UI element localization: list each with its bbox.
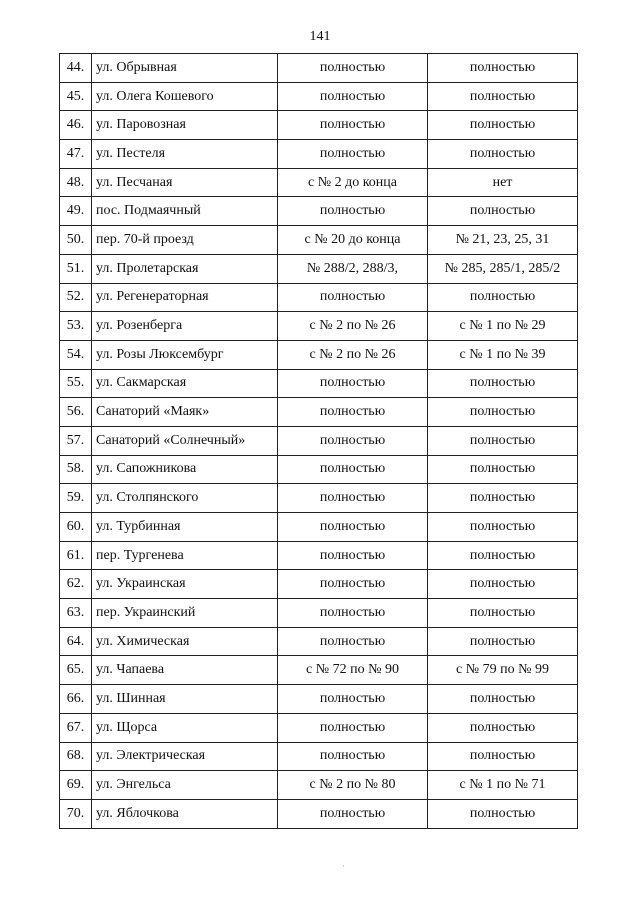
row-number-cell: 54.: [60, 340, 92, 369]
odd-houses-cell: полностью: [428, 570, 578, 599]
street-name-cell: ул. Химическая: [92, 627, 278, 656]
row-number-cell: 66.: [60, 685, 92, 714]
row-number-cell: 53.: [60, 312, 92, 341]
street-name-cell: ул. Олега Кошевого: [92, 82, 278, 111]
even-houses-cell: полностью: [278, 283, 428, 312]
table-row: [60, 54, 578, 83]
even-houses-cell: полностью: [278, 627, 428, 656]
table-row: [60, 426, 578, 455]
row-number-cell: 60.: [60, 513, 92, 542]
odd-houses-cell: полностью: [428, 140, 578, 169]
table-row: [60, 254, 578, 283]
street-name-cell: пер. Украинский: [92, 599, 278, 628]
odd-houses-cell: полностью: [428, 398, 578, 427]
street-name-cell: ул. Розенберга: [92, 312, 278, 341]
table-row: [60, 82, 578, 111]
row-number-cell: 63.: [60, 599, 92, 628]
even-houses-cell: полностью: [278, 513, 428, 542]
table-row: [60, 799, 578, 828]
street-name-cell: пос. Подмаячный: [92, 197, 278, 226]
street-name-cell: ул. Украинская: [92, 570, 278, 599]
even-houses-cell: полностью: [278, 82, 428, 111]
odd-houses-cell: № 21, 23, 25, 31: [428, 226, 578, 255]
odd-houses-cell: полностью: [428, 54, 578, 83]
even-houses-cell: полностью: [278, 541, 428, 570]
odd-houses-cell: полностью: [428, 455, 578, 484]
street-name-cell: ул. Щорса: [92, 713, 278, 742]
odd-houses-cell: с № 79 по № 99: [428, 656, 578, 685]
even-houses-cell: полностью: [278, 570, 428, 599]
even-houses-cell: с № 20 до конца: [278, 226, 428, 255]
odd-houses-cell: с № 1 по № 71: [428, 771, 578, 800]
odd-houses-cell: полностью: [428, 541, 578, 570]
street-name-cell: ул. Сапожникова: [92, 455, 278, 484]
street-name-cell: ул. Розы Люксембург: [92, 340, 278, 369]
street-name-cell: ул. Столпянского: [92, 484, 278, 513]
table-row: [60, 369, 578, 398]
even-houses-cell: полностью: [278, 455, 428, 484]
even-houses-cell: полностью: [278, 685, 428, 714]
footer-mark: ·: [342, 861, 346, 871]
row-number-cell: 47.: [60, 140, 92, 169]
row-number-cell: 58.: [60, 455, 92, 484]
even-houses-cell: с № 2 по № 80: [278, 771, 428, 800]
even-houses-cell: полностью: [278, 426, 428, 455]
table-row: [60, 541, 578, 570]
even-houses-cell: полностью: [278, 398, 428, 427]
street-name-cell: ул. Шинная: [92, 685, 278, 714]
row-number-cell: 51.: [60, 254, 92, 283]
street-name-cell: пер. 70-й проезд: [92, 226, 278, 255]
row-number-cell: 56.: [60, 398, 92, 427]
street-name-cell: ул. Песчаная: [92, 168, 278, 197]
odd-houses-cell: полностью: [428, 599, 578, 628]
street-name-cell: Санаторий «Солнечный»: [92, 426, 278, 455]
street-name-cell: ул. Электрическая: [92, 742, 278, 771]
odd-houses-cell: полностью: [428, 799, 578, 828]
row-number-cell: 50.: [60, 226, 92, 255]
street-name-cell: ул. Обрывная: [92, 54, 278, 83]
table-row: [60, 111, 578, 140]
row-number-cell: 44.: [60, 54, 92, 83]
table-row: [60, 484, 578, 513]
table-row: [60, 312, 578, 341]
odd-houses-cell: с № 1 по № 29: [428, 312, 578, 341]
even-houses-cell: полностью: [278, 197, 428, 226]
row-number-cell: 59.: [60, 484, 92, 513]
street-name-cell: ул. Чапаева: [92, 656, 278, 685]
table-row: [60, 340, 578, 369]
even-houses-cell: с № 2 до конца: [278, 168, 428, 197]
table-row: [60, 398, 578, 427]
table-row: [60, 570, 578, 599]
odd-houses-cell: полностью: [428, 111, 578, 140]
row-number-cell: 49.: [60, 197, 92, 226]
table-row: [60, 168, 578, 197]
odd-houses-cell: полностью: [428, 484, 578, 513]
odd-houses-cell: полностью: [428, 627, 578, 656]
table-row: [60, 656, 578, 685]
even-houses-cell: № 288/2, 288/3,: [278, 254, 428, 283]
odd-houses-cell: полностью: [428, 513, 578, 542]
even-houses-cell: полностью: [278, 369, 428, 398]
page-number: 141: [309, 29, 331, 44]
table-row: [60, 713, 578, 742]
street-name-cell: ул. Регенераторная: [92, 283, 278, 312]
even-houses-cell: полностью: [278, 140, 428, 169]
even-houses-cell: полностью: [278, 111, 428, 140]
street-name-cell: ул. Турбинная: [92, 513, 278, 542]
table-row: [60, 513, 578, 542]
even-houses-cell: с № 2 по № 26: [278, 340, 428, 369]
row-number-cell: 52.: [60, 283, 92, 312]
odd-houses-cell: полностью: [428, 426, 578, 455]
street-name-cell: ул. Энгельса: [92, 771, 278, 800]
row-number-cell: 61.: [60, 541, 92, 570]
even-houses-cell: с № 2 по № 26: [278, 312, 428, 341]
odd-houses-cell: полностью: [428, 369, 578, 398]
streets-table: [59, 53, 578, 829]
odd-houses-cell: полностью: [428, 82, 578, 111]
table-row: [60, 599, 578, 628]
table-row: [60, 742, 578, 771]
even-houses-cell: полностью: [278, 713, 428, 742]
odd-houses-cell: полностью: [428, 713, 578, 742]
even-houses-cell: полностью: [278, 742, 428, 771]
even-houses-cell: полностью: [278, 54, 428, 83]
odd-houses-cell: нет: [428, 168, 578, 197]
odd-houses-cell: полностью: [428, 742, 578, 771]
odd-houses-cell: с № 1 по № 39: [428, 340, 578, 369]
odd-houses-cell: полностью: [428, 685, 578, 714]
odd-houses-cell: полностью: [428, 197, 578, 226]
table-row: [60, 685, 578, 714]
row-number-cell: 69.: [60, 771, 92, 800]
odd-houses-cell: № 285, 285/1, 285/2: [428, 254, 578, 283]
table-row: [60, 226, 578, 255]
row-number-cell: 48.: [60, 168, 92, 197]
table-row: [60, 771, 578, 800]
row-number-cell: 55.: [60, 369, 92, 398]
row-number-cell: 45.: [60, 82, 92, 111]
street-name-cell: Санаторий «Маяк»: [92, 398, 278, 427]
table-row: [60, 140, 578, 169]
even-houses-cell: полностью: [278, 799, 428, 828]
row-number-cell: 65.: [60, 656, 92, 685]
even-houses-cell: полностью: [278, 484, 428, 513]
table-row: [60, 455, 578, 484]
even-houses-cell: полностью: [278, 599, 428, 628]
row-number-cell: 67.: [60, 713, 92, 742]
street-name-cell: ул. Сакмарская: [92, 369, 278, 398]
row-number-cell: 46.: [60, 111, 92, 140]
row-number-cell: 62.: [60, 570, 92, 599]
street-name-cell: ул. Паровозная: [92, 111, 278, 140]
table-row: [60, 283, 578, 312]
row-number-cell: 70.: [60, 799, 92, 828]
row-number-cell: 57.: [60, 426, 92, 455]
streets-table-body: [60, 54, 578, 829]
street-name-cell: ул. Пестеля: [92, 140, 278, 169]
street-name-cell: ул. Яблочкова: [92, 799, 278, 828]
table-row: [60, 627, 578, 656]
row-number-cell: 64.: [60, 627, 92, 656]
row-number-cell: 68.: [60, 742, 92, 771]
street-name-cell: ул. Пролетарская: [92, 254, 278, 283]
even-houses-cell: с № 72 по № 90: [278, 656, 428, 685]
table-row: [60, 197, 578, 226]
odd-houses-cell: полностью: [428, 283, 578, 312]
street-name-cell: пер. Тургенева: [92, 541, 278, 570]
